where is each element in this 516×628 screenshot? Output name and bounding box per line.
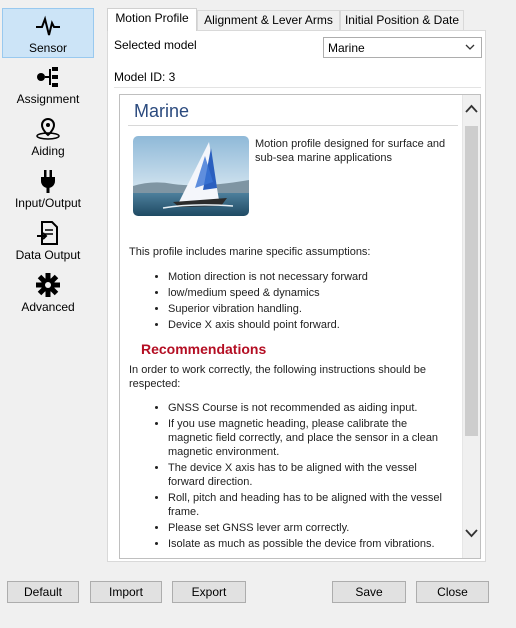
list-item: • Superior vibration handling. — [168, 302, 453, 316]
list-item: • If you use magnetic heading, please calibrate the magnetic field correctly, and place the sensor in a clean magnetic environment. — [168, 417, 453, 459]
divider — [114, 87, 481, 88]
recommendations-heading: Recommendations — [141, 341, 267, 357]
tab-motion-profile[interactable]: Motion Profile — [107, 8, 197, 31]
model-id: Model ID: 3 — [114, 70, 176, 84]
divider — [128, 125, 458, 126]
recommendations-intro: In order to work correctly, the following instructions should be respected: — [129, 364, 426, 390]
sidebar-item-label: Advanced — [21, 300, 75, 314]
save-button[interactable]: Save — [332, 581, 406, 603]
sidebar-item-input-output[interactable] — [2, 164, 94, 214]
sidebar-item-label: Assignment — [16, 92, 80, 106]
sailboat-image — [133, 136, 249, 216]
export-icon — [2, 220, 94, 248]
pulse-icon — [3, 13, 93, 41]
profile-intro: Motion profile designed for surface and sub-sea marine applications — [255, 138, 446, 164]
sidebar-item-label: Input/Output — [14, 196, 82, 210]
selected-model-label: Selected model — [114, 38, 197, 52]
hierarchy-icon — [2, 64, 94, 92]
map-pin-icon — [2, 116, 94, 144]
sidebar-item-label: Sensor — [28, 41, 68, 55]
list-item: • Isolate as much as possible the device from vibrations. — [168, 537, 453, 551]
sidebar-item-label: Data Output — [15, 248, 81, 262]
model-select[interactable] — [323, 37, 482, 58]
sidebar — [0, 0, 96, 605]
list-item: • low/medium speed & dynamics — [168, 286, 453, 300]
model-select-value: Marine — [328, 41, 365, 55]
assumptions-list — [150, 270, 453, 334]
chevron-down-icon — [465, 41, 475, 56]
sidebar-item-assignment[interactable] — [2, 60, 94, 110]
scroll-up-icon[interactable] — [463, 97, 480, 121]
list-item: • Please set GNSS lever arm correctly. — [168, 521, 453, 535]
default-button[interactable]: Default — [7, 581, 79, 603]
close-button[interactable]: Close — [416, 581, 489, 603]
tab-alignment-lever-arms[interactable]: Alignment & Lever Arms — [197, 10, 340, 30]
list-item: • GNSS Course is not recommended as aiding input. — [168, 401, 453, 415]
import-button[interactable]: Import — [90, 581, 162, 603]
profile-description — [119, 94, 481, 559]
scroll-down-icon[interactable] — [463, 521, 480, 545]
doc-title: Marine — [134, 101, 190, 121]
list-item: • The device X axis has to be aligned with the vessel forward direction. — [168, 461, 453, 489]
tab-initial-position-date[interactable]: Initial Position & Date — [340, 10, 464, 30]
sidebar-item-sensor[interactable] — [2, 8, 94, 58]
sidebar-item-advanced[interactable] — [2, 268, 94, 318]
scroll-thumb[interactable] — [465, 126, 478, 436]
sidebar-item-label: Aiding — [31, 144, 65, 158]
list-item: • Device X axis should point forward. — [168, 318, 453, 332]
vertical-scrollbar[interactable] — [462, 95, 480, 558]
sidebar-item-aiding[interactable] — [2, 112, 94, 162]
list-item: • Roll, pitch and heading has to be aligned with the vessel frame. — [168, 491, 453, 519]
gear-icon — [2, 272, 94, 300]
plug-icon — [2, 168, 94, 196]
list-item: • Motion direction is not necessary forward — [168, 270, 453, 284]
recommendations-list — [150, 401, 453, 553]
sidebar-item-data-output[interactable] — [2, 216, 94, 266]
assumptions-intro: This profile includes marine specific assumptions: — [129, 246, 371, 258]
export-button[interactable]: Export — [172, 581, 246, 603]
motion-profile-panel — [107, 30, 486, 562]
